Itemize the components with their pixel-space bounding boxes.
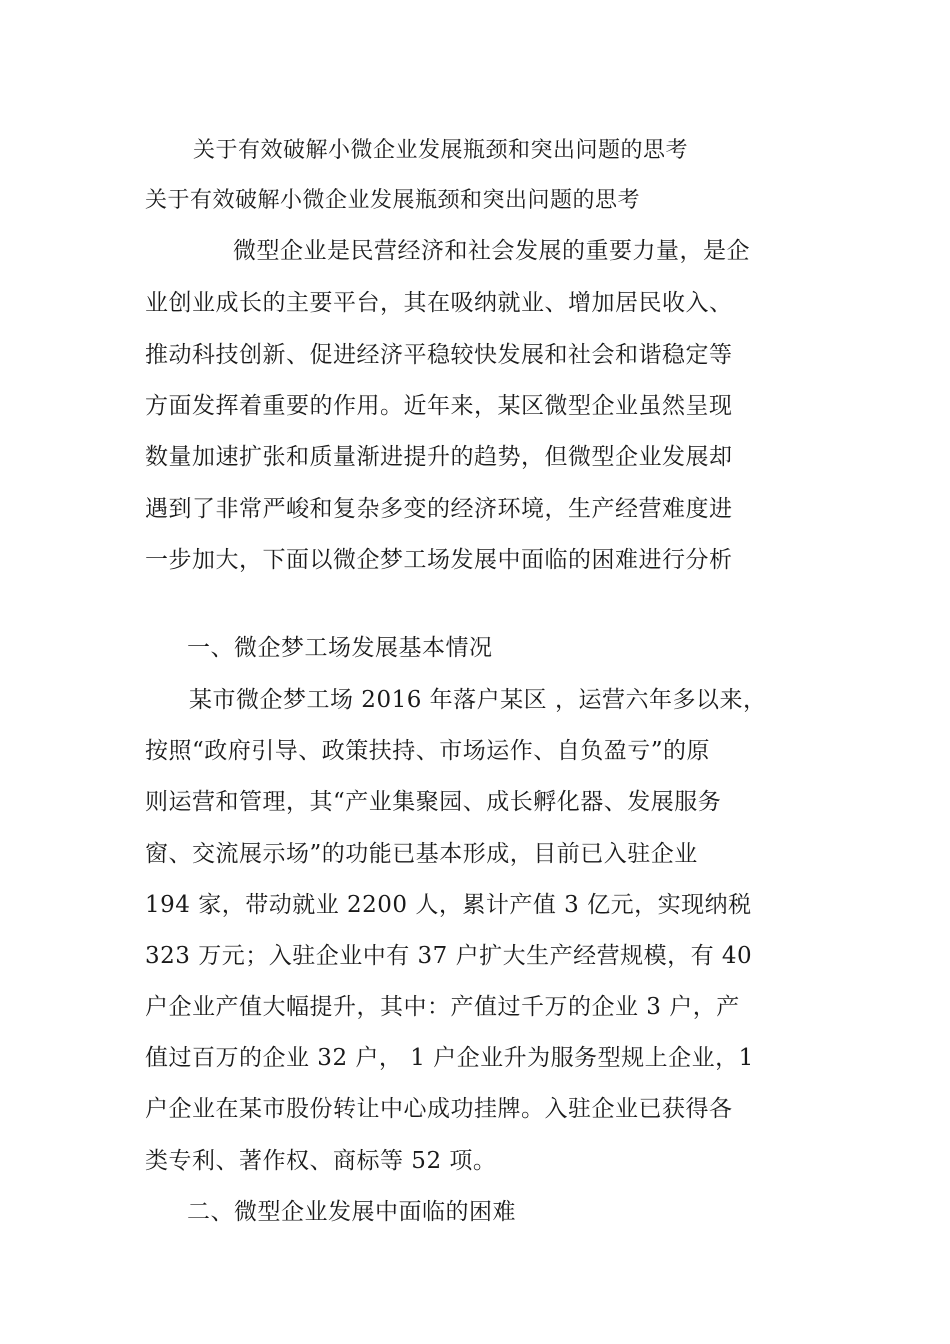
document-title: 关于有效破解小微企业发展瓶颈和突出问题的思考 bbox=[193, 138, 689, 163]
section-1-line-9: 户企业在某市股份转让中心成功挂牌。入驻企业已获得各 bbox=[145, 1096, 733, 1122]
section-1-line-6: 323 万元；入驻企业中有 37 户扩大生产经营规模，有 40 bbox=[145, 943, 753, 969]
intro-line-1: 微型企业是民营经济和社会发展的重要力量，是企 bbox=[233, 238, 750, 264]
section-1-line-8: 值过百万的企业 32 户， 1 户企业升为服务型规上企业，1 bbox=[145, 1045, 754, 1071]
intro-line-6: 遇到了非常严峻和复杂多变的经济环境，生产经营难度进 bbox=[145, 496, 733, 522]
intro-line-3: 推动科技创新、促进经济平稳较快发展和社会和谐稳定等 bbox=[145, 342, 733, 368]
section-1-line-4: 窗、交流展示场”的功能已基本形成，目前已入驻企业 bbox=[145, 841, 698, 867]
intro-line-5: 数量加速扩张和质量渐进提升的趋势，但微型企业发展却 bbox=[145, 444, 733, 470]
section-1-line-5: 194 家，带动就业 2200 人，累计产值 3 亿元，实现纳税 bbox=[145, 892, 752, 918]
section-2-heading: 二、微型企业发展中面临的困难 bbox=[187, 1199, 516, 1225]
section-1-line-2: 按照“政府引导、政策扶持、市场运作、自负盈亏”的原 bbox=[145, 738, 711, 764]
section-1-line-7: 户企业产值大幅提升，其中：产值过千万的企业 3 户，产 bbox=[145, 994, 740, 1020]
intro-line-2: 业创业成长的主要平台，其在吸纳就业、增加居民收入、 bbox=[145, 290, 733, 316]
section-1-line-10: 类专利、著作权、商标等 52 项。 bbox=[145, 1148, 497, 1174]
section-1-heading: 一、微企梦工场发展基本情况 bbox=[187, 635, 493, 661]
intro-line-7: 一步加大，下面以微企梦工场发展中面临的困难进行分析 bbox=[145, 547, 733, 573]
intro-line-4: 方面发挥着重要的作用。近年来，某区微型企业虽然呈现 bbox=[145, 393, 733, 419]
section-1-line-1: 某市微企梦工场 2016 年落户某区 ，运营六年多以来， bbox=[189, 687, 767, 713]
document-subtitle: 关于有效破解小微企业发展瓶颈和突出问题的思考 bbox=[145, 188, 641, 213]
section-1-line-3: 则运营和管理，其“产业集聚园、成长孵化器、发展服务 bbox=[145, 789, 722, 815]
